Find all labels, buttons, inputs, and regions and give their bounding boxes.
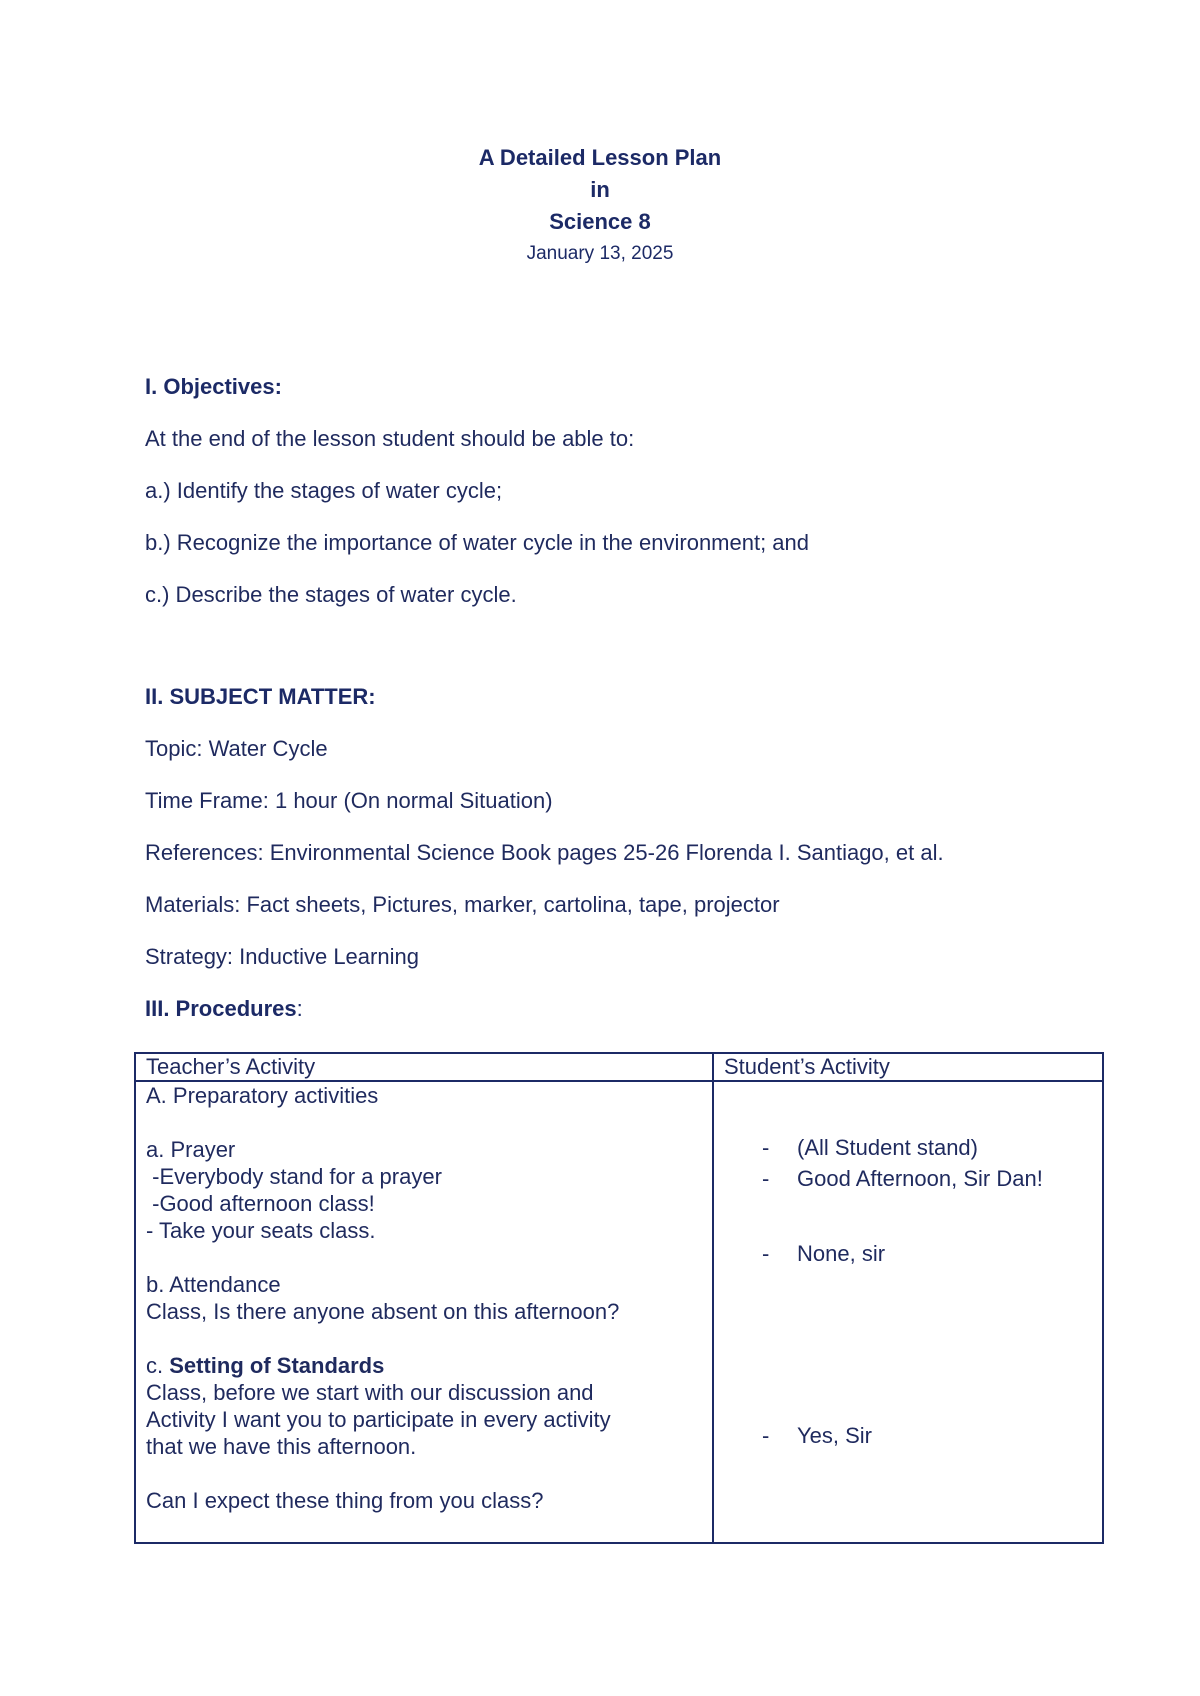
teacher-activity-cell xyxy=(135,1081,713,1543)
list-item: - (All Student stand) xyxy=(762,1135,978,1160)
procedures-heading xyxy=(145,995,1105,1023)
standards-line: Class, before we start with our discussion and xyxy=(146,1380,594,1405)
student-activity-cell xyxy=(713,1081,1103,1543)
materials-line: Materials: Fact sheets, Pictures, marker, cartolina, tape, projector xyxy=(145,892,780,917)
time-frame-line: Time Frame: 1 hour (On normal Situation) xyxy=(145,788,553,813)
table-row xyxy=(135,1081,1103,1543)
standards-line: that we have this afternoon. xyxy=(146,1434,417,1459)
objectives-heading: I. Objectives: xyxy=(145,374,282,399)
objective-item: b.) Recognize the importance of water cycle in the environment; and xyxy=(145,530,810,555)
preparatory-activities: A. Preparatory activities xyxy=(146,1083,379,1108)
procedures-heading-text: III. Procedures xyxy=(145,996,297,1021)
prayer-line: -Everybody stand for a prayer xyxy=(146,1164,442,1189)
standards-line: Activity I want you to participate in every activity xyxy=(146,1407,611,1432)
strategy-line: Strategy: Inductive Learning xyxy=(145,944,419,969)
objective-item: a.) Identify the stages of water cycle; xyxy=(145,478,503,503)
subject-matter-heading: II. SUBJECT MATTER: xyxy=(145,684,376,709)
attendance-question: Class, Is there anyone absent on this afternoon? xyxy=(146,1299,620,1324)
document-title: A Detailed Lesson Plan xyxy=(478,145,722,170)
topic-line: Topic: Water Cycle xyxy=(145,736,328,761)
attendance-title: b. Attendance xyxy=(146,1272,281,1297)
attendance-responses xyxy=(724,1238,1092,1269)
title-block xyxy=(0,142,1200,270)
procedures-heading-colon: : xyxy=(296,996,303,1021)
standards-title-text: Setting of Standards xyxy=(169,1353,385,1378)
prayer-responses xyxy=(724,1132,1092,1194)
document-title-in: in xyxy=(590,177,610,202)
prayer-line: - Take your seats class. xyxy=(146,1218,376,1243)
list-item: - Good Afternoon, Sir Dan! xyxy=(762,1166,1043,1191)
table-header-row xyxy=(135,1053,1103,1081)
list-item: - Yes, Sir xyxy=(762,1423,873,1448)
references-line: References: Environmental Science Book pages 25-26 Florenda I. Santiago, et al. xyxy=(145,840,944,865)
document-date: January 13, 2025 xyxy=(526,243,674,264)
document-body xyxy=(145,373,1105,1047)
expect-responses xyxy=(724,1420,1092,1451)
prayer-line: -Good afternoon class! xyxy=(146,1191,375,1216)
standards-prefix: c. xyxy=(146,1353,170,1378)
objective-item: c.) Describe the stages of water cycle. xyxy=(145,582,517,607)
objectives-intro: At the end of the lesson student should be able to: xyxy=(145,426,635,451)
standards-title xyxy=(146,1352,702,1379)
student-activity-header: Student’s Activity xyxy=(713,1053,1103,1081)
teacher-activity-header: Teacher’s Activity xyxy=(135,1053,713,1081)
procedures-table xyxy=(134,1052,1104,1544)
list-item: - None, sir xyxy=(762,1241,886,1266)
expect-question: Can I expect these thing from you class? xyxy=(146,1488,544,1513)
document-subject: Science 8 xyxy=(549,209,651,234)
prayer-title: a. Prayer xyxy=(146,1137,236,1162)
